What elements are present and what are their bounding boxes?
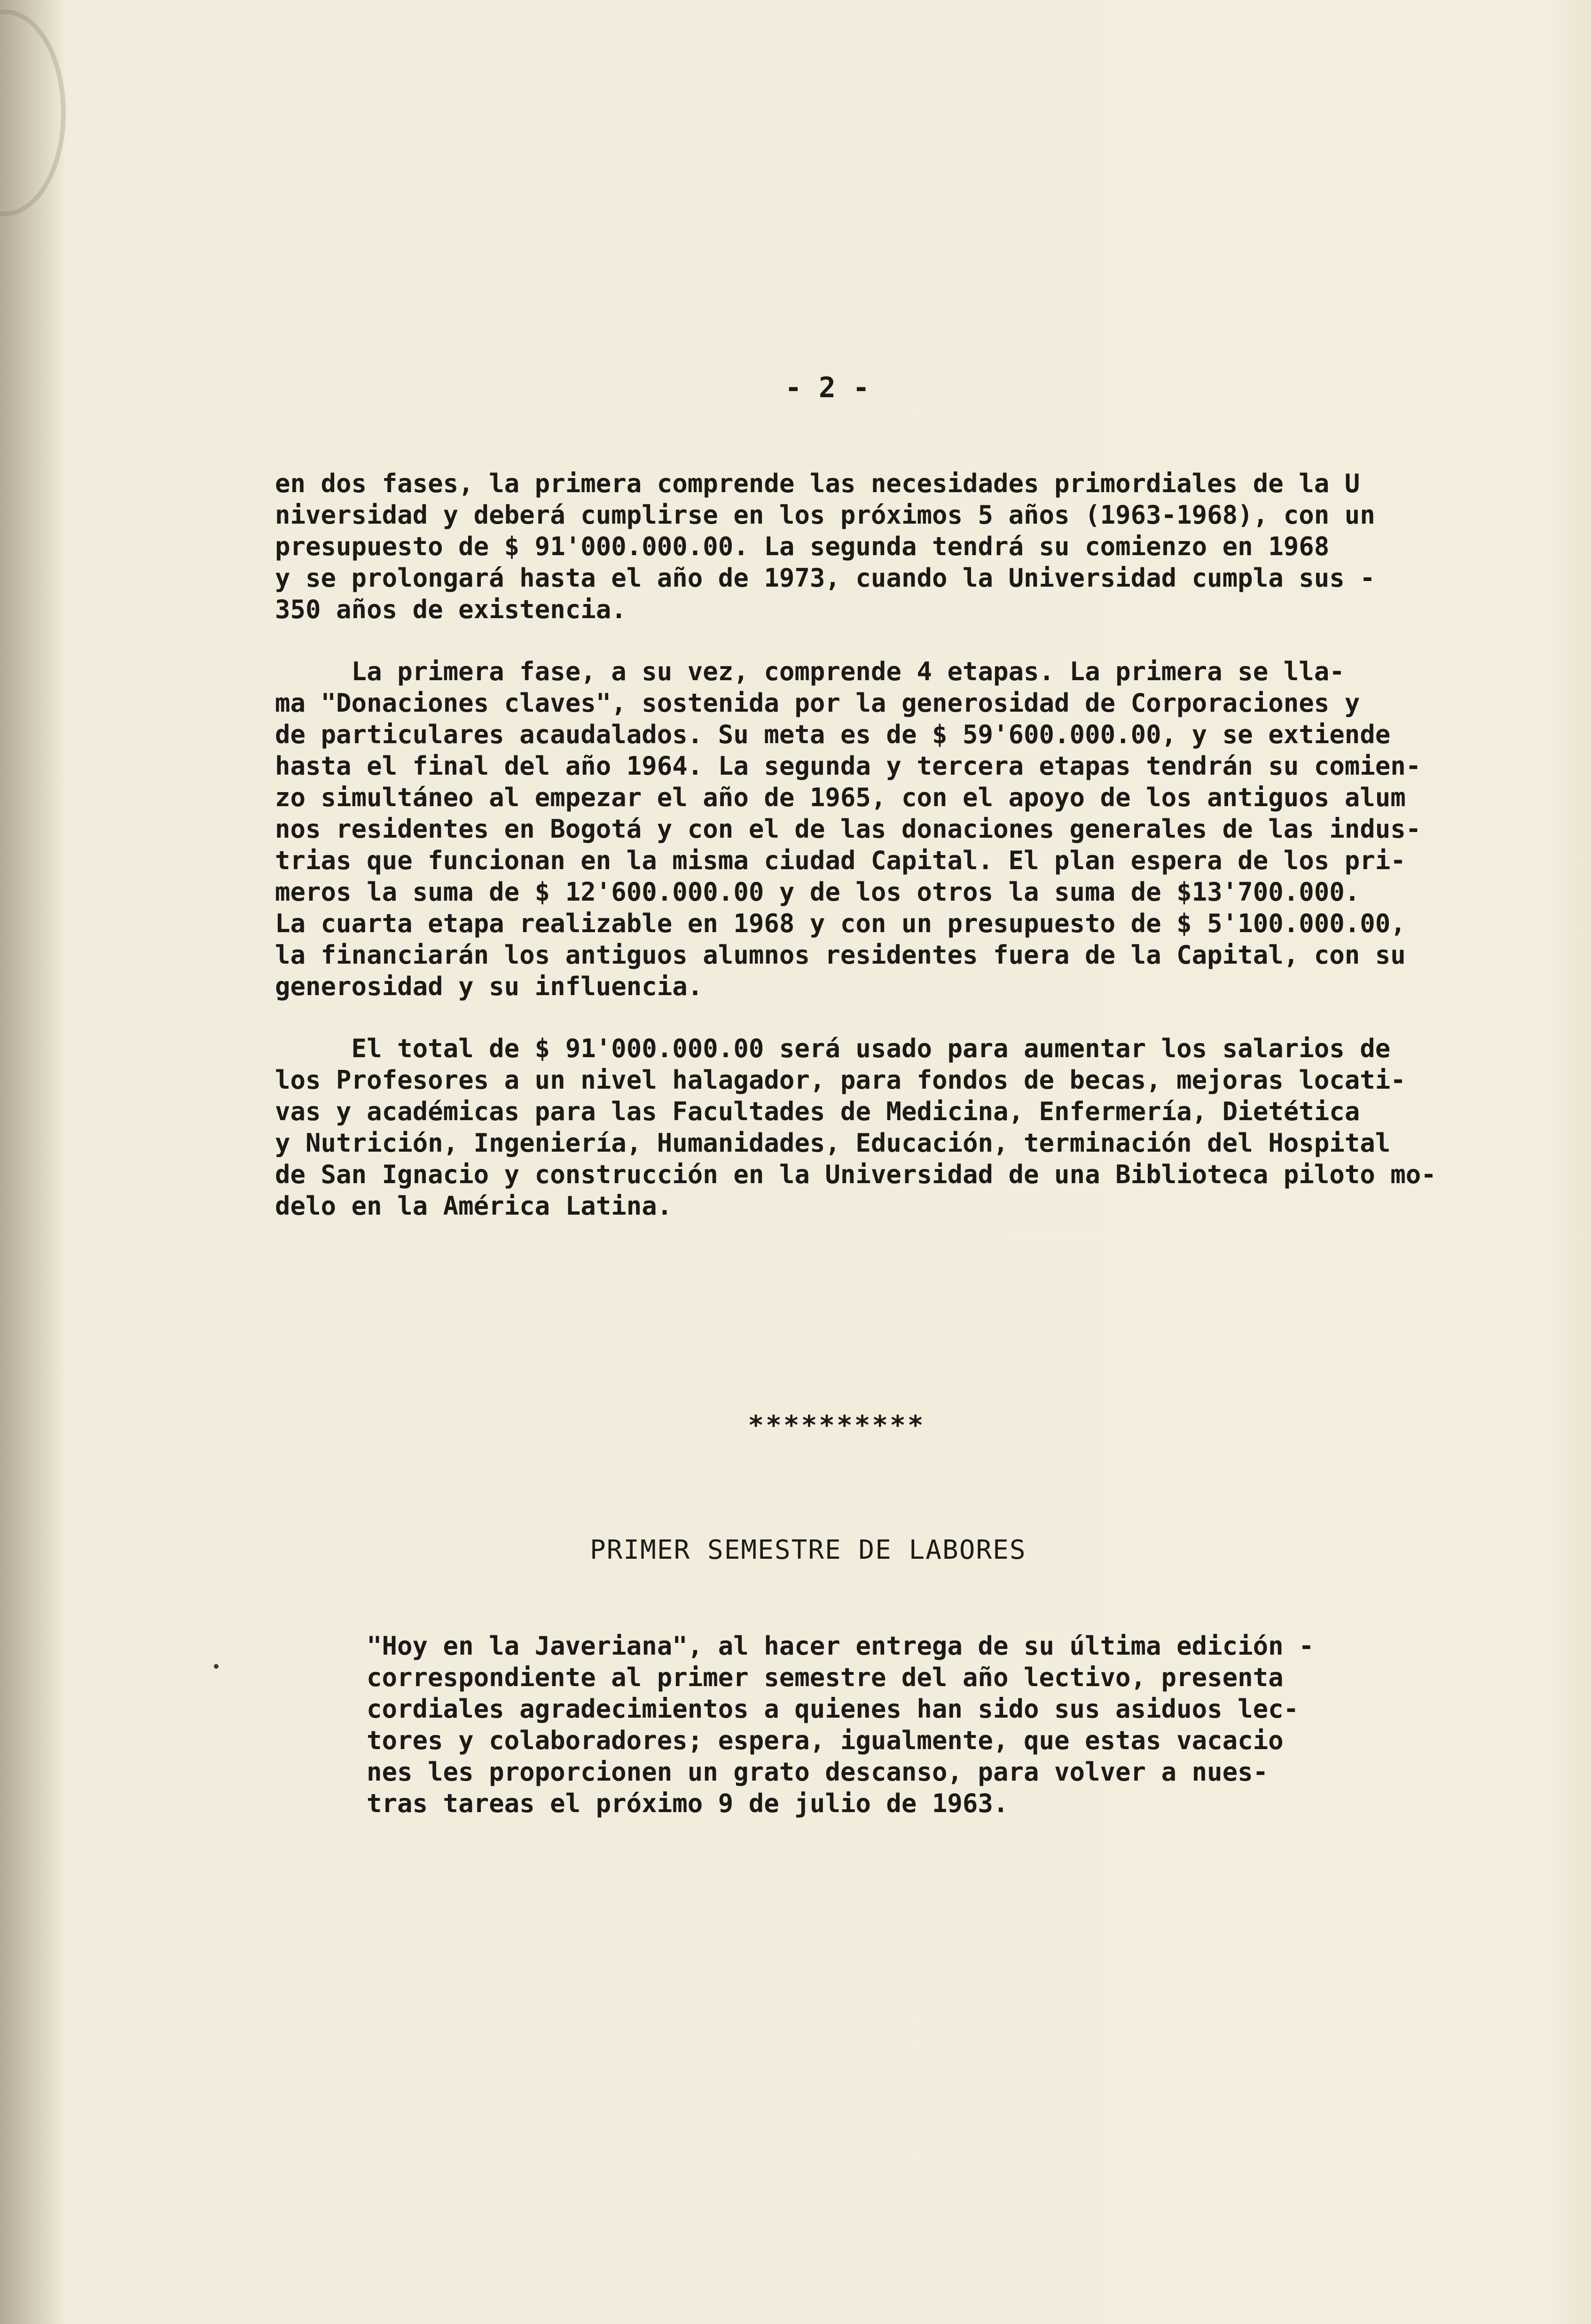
section-paragraph	[367, 1630, 1495, 1819]
bleed-through-masthead	[329, 14, 1575, 212]
paragraph-line: niversidad y deberá cumplirse en los próximos 5 años (1963-1968), con un	[275, 500, 1375, 530]
page-number: - 2 -	[784, 371, 870, 404]
bleed-through-footer	[0, 2228, 376, 2294]
paragraph-line: hasta el final del año 1964. La segunda y tercera etapas tendrán su comien-	[275, 751, 1421, 781]
asterisk-separator: **********	[748, 1410, 925, 1441]
paragraph-line: en dos fases, la primera comprende las necesidades primordiales de la U	[275, 469, 1360, 498]
paragraph-line: tores y colaboradores; espera, igualmente, que estas vacacio	[367, 1726, 1284, 1755]
paragraph-line: meros la suma de $ 12'600.000.00 y de los otros la suma de $13'700.000.	[275, 877, 1360, 907]
paragraph-line: nos residentes en Bogotá y con el de las donaciones generales de las indus-	[275, 814, 1421, 844]
binding-shadow	[0, 0, 66, 2324]
paragraph-line: de San Ignacio y construcción en la Universidad de una Biblioteca piloto mo-	[275, 1160, 1436, 1189]
margin-mark	[214, 1664, 219, 1669]
paragraph-line: La primera fase, a su vez, comprende 4 etapas. La primera se lla-	[275, 657, 1345, 686]
paragraph-2	[275, 656, 1485, 1002]
paragraph-line: tras tareas el próximo 9 de julio de 1963.	[367, 1789, 1009, 1818]
paragraph-line: generosidad y su influencia.	[275, 972, 703, 1001]
paragraph-line: trias que funcionan en la misma ciudad Capital. El plan espera de los pri-	[275, 846, 1406, 875]
paragraph-line: "Hoy en la Javeriana", al hacer entrega de su última edición -	[367, 1631, 1314, 1661]
paragraph-line: ma "Donaciones claves", sostenida por la generosidad de Corporaciones y	[275, 688, 1360, 718]
paragraph-line: de particulares acaudalados. Su meta es de $ 59'600.000.00, y se extiende	[275, 720, 1391, 749]
paragraph-line: y se prolongará hasta el año de 1973, cuando la Universidad cumpla sus -	[275, 563, 1375, 593]
paragraph-line: 350 años de existencia.	[275, 595, 627, 624]
paragraph-line: delo en la América Latina.	[275, 1191, 673, 1221]
paragraph-line: nes les proporcionen un grato descanso, para volver a nues-	[367, 1757, 1269, 1787]
paragraph-line: cordiales agradecimientos a quienes han sido sus asiduos lec-	[367, 1694, 1299, 1724]
paragraph-line: zo simultáneo al empezar el año de 1965, con el apoyo de los antiguos alum	[275, 783, 1406, 812]
paragraph-line: los Profesores a un nivel halagador, para fondos de becas, mejoras locati-	[275, 1065, 1406, 1095]
paragraph-line: vas y académicas para las Facultades de Medicina, Enfermería, Dietética	[275, 1097, 1360, 1126]
paragraph-line: la financiarán los antiguos alumnos residentes fuera de la Capital, con su	[275, 940, 1406, 970]
paragraph-line: correspondiente al primer semestre del año lectivo, presenta	[367, 1663, 1284, 1692]
paragraph-line: El total de $ 91'000.000.00 será usado para aumentar los salarios de	[275, 1034, 1391, 1063]
paragraph-line: La cuarta etapa realizable en 1968 y con un presupuesto de $ 5'100.000.00,	[275, 909, 1406, 938]
section-heading: PRIMER SEMESTRE DE LABORES	[590, 1535, 1027, 1565]
paragraph-line: presupuesto de $ 91'000.000.00. La segunda tendrá su comienzo en 1968	[275, 532, 1330, 561]
paragraph-line: y Nutrición, Ingeniería, Humanidades, Educación, terminación del Hospital	[275, 1128, 1391, 1158]
paragraph-1	[275, 468, 1485, 625]
paragraph-3	[275, 1033, 1485, 1222]
